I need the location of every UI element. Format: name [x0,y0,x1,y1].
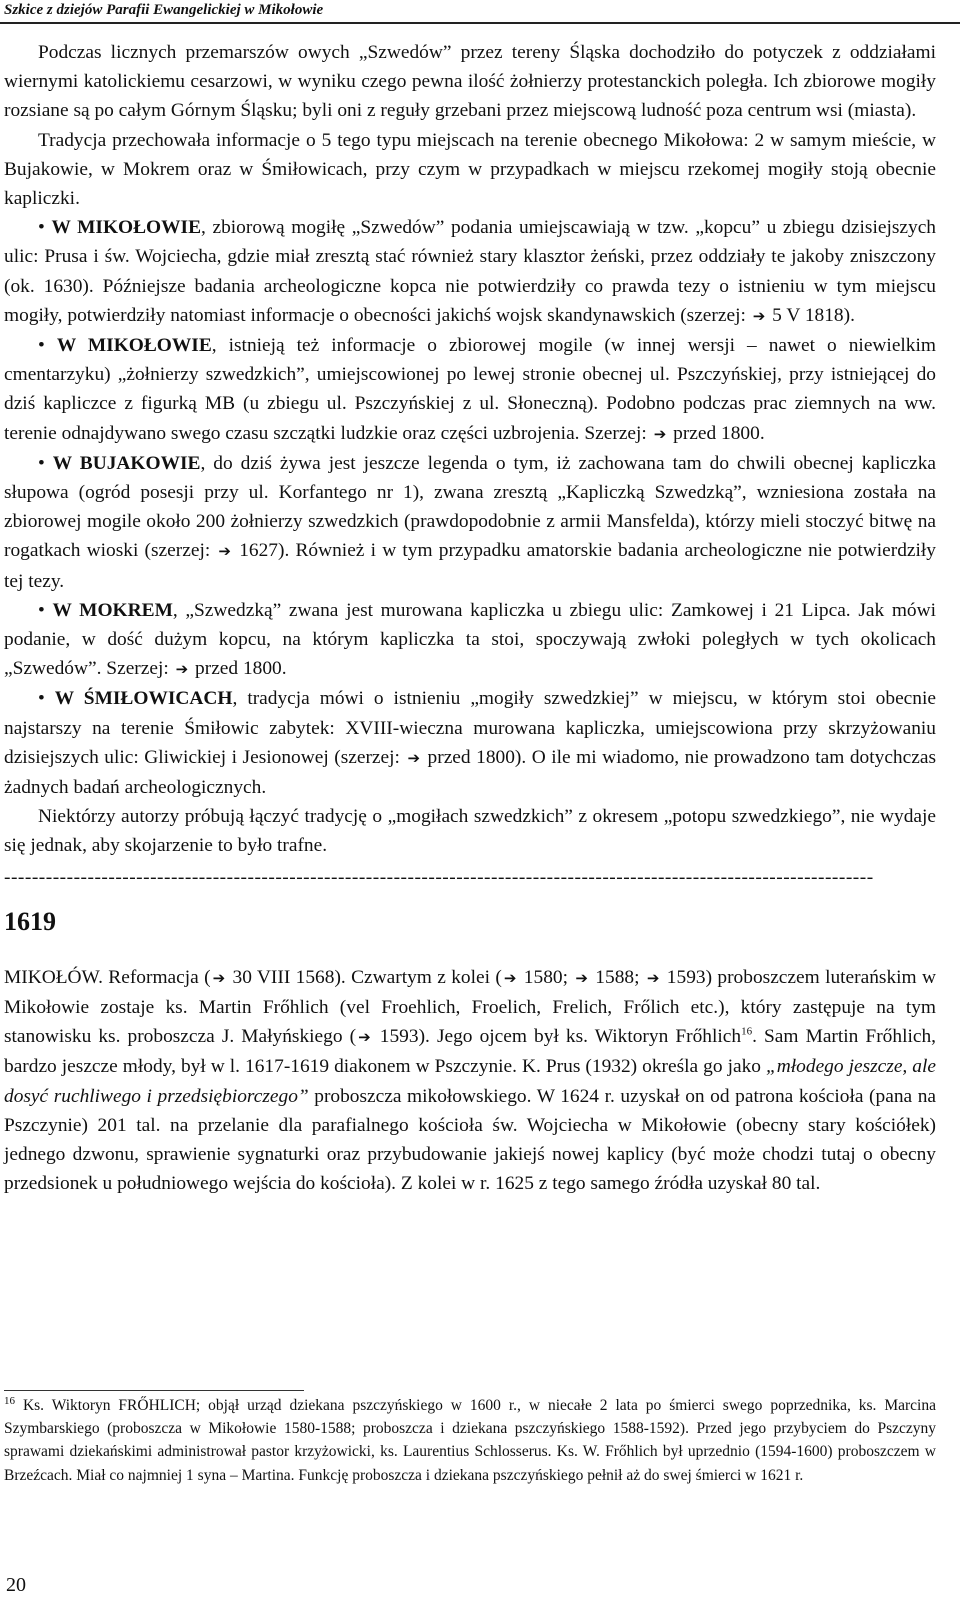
paragraph-text: proboszcza mikołowskiego. W 1624 r. uzyskał on od patrona kościoła (pana na Pszczynie) 201 tal. na przelanie dla parafialnego kościoła św. Wojciecha w Mikołowie (obecny stary kościółek) jednego dzwonu, sprawienie sygnaturki oraz przybudowanie jakiejś nowej kaplicy (być może chodzi tutaj o obecny przedsionek u południowego wejścia do kościoła). Z kolei w r. 1625 z tego samego źródła uzyskał 80 tal. [4,1085,936,1195]
footnote-reference[interactable]: 16 [741,1025,753,1038]
bullet-paragraph-mokre [4,596,936,685]
arrow-right-icon: ➔ [358,1028,371,1047]
arrow-right-icon: ➔ [218,542,231,561]
bullet-paragraph-mikolow-2 [4,331,936,449]
arrow-right-icon: ➔ [575,968,588,987]
bullet-paragraph-bujakow [4,449,936,596]
arrow-right-icon: ➔ [407,748,421,767]
italic-quote: „młodego jeszcze, ale dosyć ruchliwego i przedsiębiorczego” [4,1056,936,1107]
paragraph-text: 1593) proboszczem luterańskim w Mikołowie zostaje ks. Martin Frőhlich (vel Froehlich, Froelich, Frelich, Frőlich etc.), który zastępuje na tym stanowisku ks. proboszcza J. Małyńskiego ( [4,966,936,1048]
paragraph: Niektórzy autorzy próbują łączyć tradycję o „mogiłach szwedzkich” z okresem „potopu szwedzkiego”, nie wydaje się jednak, aby skojarzenie to było trafne. [4,806,936,857]
place-name: W MIKOŁOWIE [51,217,202,239]
paragraph-text: przed 1800. [673,422,765,444]
paragraph-text: . Sam Martin Frőhlich, bardzo jeszcze młody, był w l. 1617-1619 diakonem w Pszczynie. K. Prus (1932) określa go jako [4,1026,936,1078]
arrow-right-icon: ➔ [212,968,226,987]
footnote-number: 16 [4,1394,15,1407]
arrow-right-icon: ➔ [646,968,660,987]
paragraph: Tradycja przechowała informacje o 5 tego typu miejscach na terenie obecnego Mikołowa: 2 w samym mieście, w Bujakowie, w Mokrem oraz w Śmiłowicach, przy czym w przypadkach w miejscu rzekomej mogiły stoją obecnie kapliczki. [4,129,936,210]
paragraph-text: przed 1800. [195,658,287,680]
section-year-heading: 1619 [4,906,56,936]
bullet-icon: • [38,599,45,621]
footnote-text: Ks. Wiktoryn FRŐHLICH; objął urząd dziekana pszczyńskiego w 1600 r., w niecałe 2 lata po śmierci swego poprzednika, ks. Marcina Szymbarskiego (proboszcza w Mikołowie 1580-1588; proboszcza i dziekana pszczyńskiego 1588-1592). Przed jego przybyciem do Pszczyny sprawami dziekańskimi administrował pastor krzyżowicki, ks. Laurentius Schlosserus. Ks. W. Frőhlich był uprzednio (1594-1600) proboszczem w Brzeźcach. Miał co najmniej 1 syna – Martina. Funkcję proboszcza i dziekana pszczyńskiego pełnił aż do swej śmierci w 1621 r. [4,1397,936,1484]
paragraph: Podczas licznych przemarszów owych „Szwedów” przez tereny Śląska dochodziło do potyczek z oddziałami wiernymi katolickiemu cesarzowi, w wyniku czego pewna ilość żołnierzy protestanckich poległa. Ich zbiorowe mogiły rozsiane są po całym Górnym Śląsku; byli oni z reguły grzebani przez miejscową ludność poza centrum wsi (miasta). [4,42,936,122]
running-header [0,0,960,24]
paragraph-text: 30 VIII 1568). Czwartym z kolei ( [232,966,502,988]
section-paragraph-1619 [4,963,936,1199]
dashed-divider: ----------------------------------------------------------------------------------------------------------------------------- [4,866,874,888]
paragraph-text: 1593). Jego ojcem był ks. Wiktoryn Frőhlich [379,1026,742,1048]
bullet-icon: • [38,335,45,357]
page-number: 20 [6,1574,26,1596]
paragraph-text: , tradycja mówi o istnieniu „mogiły szwedzkiej” w miejscu, w którym stoi obecnie najstarszy na terenie Śmiłowic zabytek: XVIII-wieczna murowana kapliczka, umiejscowiona przy skrzyżowaniu dzisiejszych ulic: Gliwickiej i Jesionowej (szerzej: [4,688,936,768]
bullet-paragraph-mikolow-1 [4,213,936,331]
paragraph-text: , istnieją też informacje o zbiorowej mogile (w innej wersji – nawet o niewielkim cmentarzyku) „żołnierzy szwedzkich”, umiejscowionej po lewej stronie obecnej ul. Pszczyńskiej, przy istniejącej do dziś kapliczce z figurką MB (u zbiegu ul. Pszczyńskiej z ul. Słoneczną). Podobno podczas prac ziemnych na ww. terenie odnajdywano swego czasu szczątki ludzkie oraz części uzbrojenia. Szerzej: [4,335,936,444]
paragraph-text: , do dziś żywa jest jeszcze legenda o tym, iż zachowana tam do chwili obecnej kapliczka słupowa (ogród posesji przy ul. Korfantego nr 1), zwana zresztą „Kapliczką Szwedzką”, wzniesiona została na zbiorowej mogile około 200 żołnierzy szwedzkich (prawdopodobnie z armii Mansfelda), którzy mieli stoczyć bitwę na rogatkach wioski (szerzej: [4,452,936,562]
footnote [4,1394,936,1487]
paragraph-text: MIKOŁÓW. Reformacja ( [4,966,211,988]
paragraph-text: 1588; [595,966,640,988]
paragraph-text: 1627). Również i w tym przypadku amatorskie badania archeologiczne nie potwierdziły tej tezy. [4,540,936,592]
running-header-title: Szkice z dziejów Parafii Ewangelickiej w Mikołowie [4,2,324,18]
paragraph-text: , „Szwedzką” zwana jest murowana kapliczka u zbiegu ulic: Zamkowej i 21 Lipca. Jak mówi podanie, w dość dużym kopcu, na którym kapliczka ta stoi, spoczywają zwłoki poległych w tych okolicach „Szwedów”. Szerzej: [4,599,937,680]
place-name: W ŚMIŁOWICACH [54,688,233,710]
page-body [4,38,936,1198]
arrow-right-icon: ➔ [653,424,667,443]
paragraph-text: 1580; [523,966,568,988]
footnote-separator [4,1390,304,1391]
arrow-right-icon: ➔ [503,968,517,987]
place-name: W BUJAKOWIE [52,452,201,474]
bullet-icon: • [38,688,45,710]
bullet-paragraph-smilowice [4,684,936,802]
paragraph-text: 5 V 1818). [772,304,855,326]
arrow-right-icon: ➔ [752,306,766,325]
place-name: W MIKOŁOWIE [56,335,212,357]
bullet-icon: • [38,217,45,239]
place-name: W MOKREM [52,599,173,621]
arrow-right-icon: ➔ [175,660,189,679]
bullet-icon: • [38,452,45,474]
paragraph-text: , zbiorową mogiłę „Szwedów” podania umiejscawiają w tzw. „kopcu” u zbiegu dzisiejszych ulic: Prusa i św. Wojciecha, gdzie miał zresztą stać również stary klasztor żeński, przez oddziały te jakoby zniszczony (ok. 1630). Późniejsze badania archeologiczne kopca nie potwierdziły co prawda tezy o istnieniu w tym miejscu mogiły, potwierdziły natomiast informacje o obecności jakichś wojsk skandynawskich (szerzej: [4,217,936,326]
paragraph-text: przed 1800). O ile mi wiadomo, nie prowadzono tam dotychczas żadnych badań archeologicznych. [4,746,936,799]
